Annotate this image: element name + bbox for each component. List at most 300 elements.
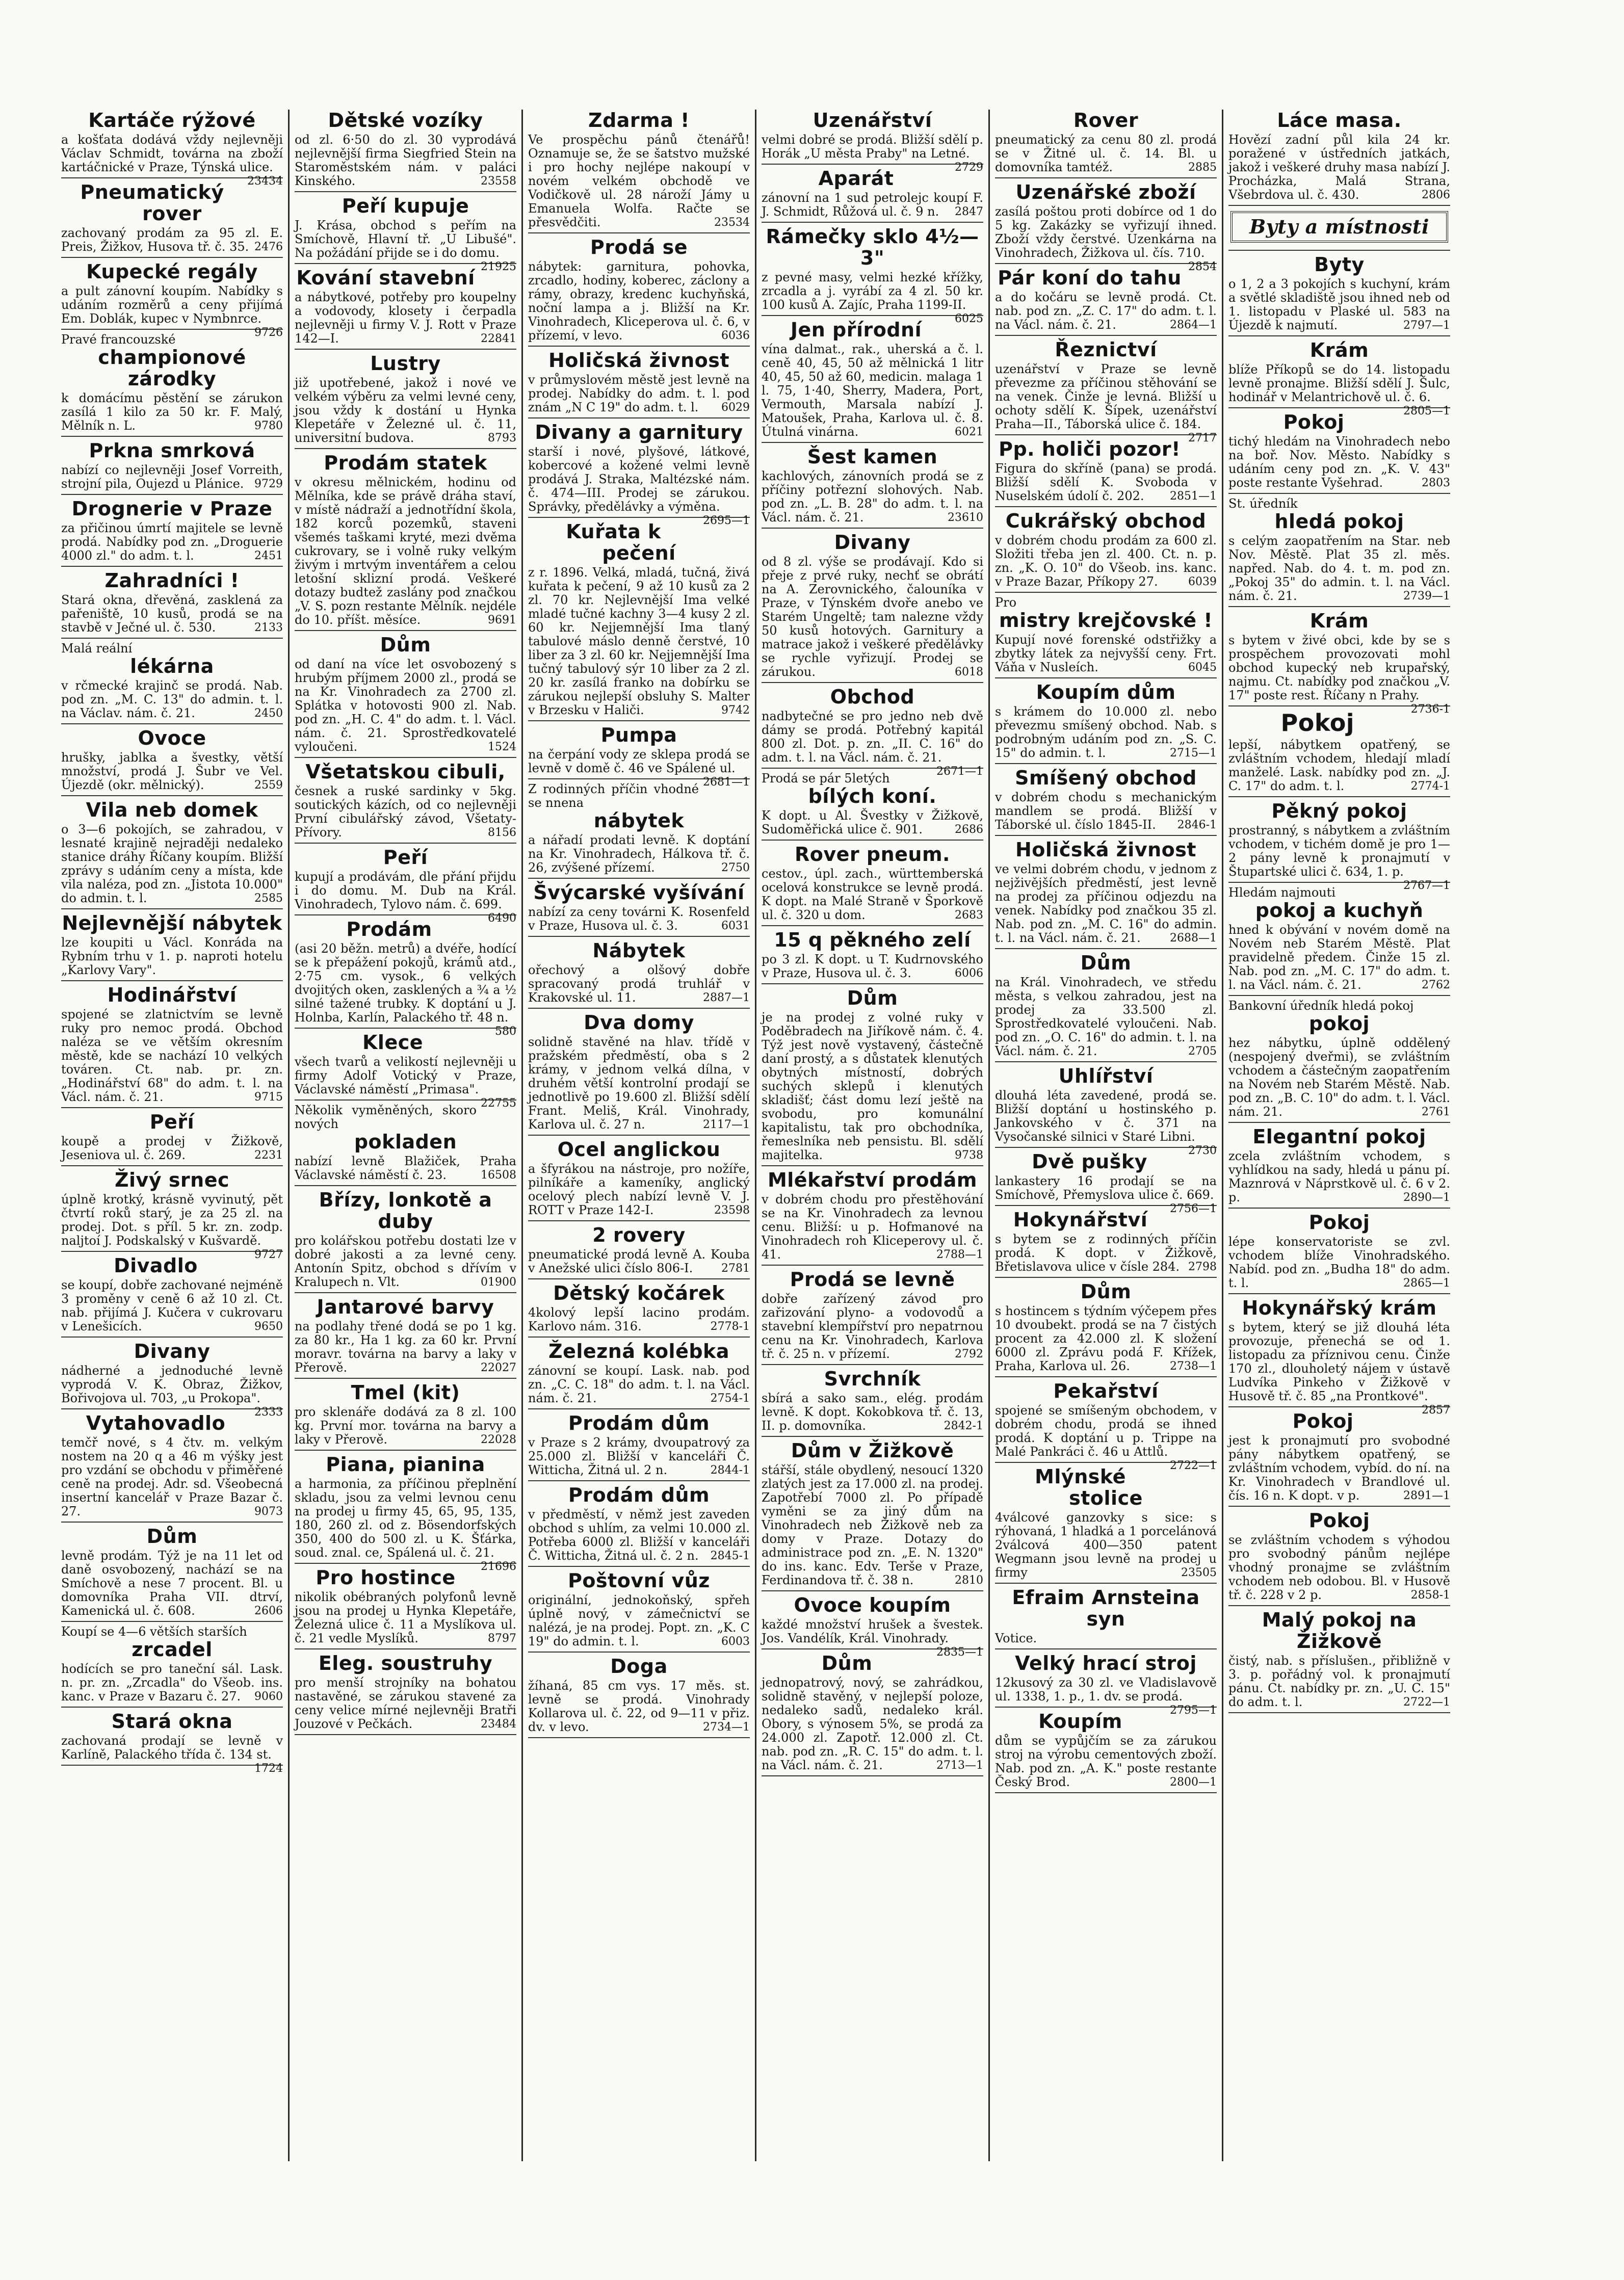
classified-ad: [295, 1296, 516, 1379]
ad-heading: Krám: [1309, 610, 1369, 632]
ad-text-content: dobře zařízený závod pro zařizování plyno- a vodovodů a stavební klempířství pro nepatrnou cenu na Kr. Vinohradech, Karlova tř. č. 25 n. v přízemí.: [762, 1292, 983, 1361]
ad-heading: Stará okna: [111, 1710, 233, 1733]
ad-heading: Velký hrací stroj: [1015, 1652, 1197, 1674]
ad-reference-number: 2756—1: [1170, 1202, 1217, 1215]
classified-ad: [762, 532, 983, 683]
classified-ad: [762, 446, 983, 529]
ad-heading: Dům: [821, 1652, 873, 1674]
ad-heading: Krám: [1309, 339, 1369, 361]
classified-ad: [61, 570, 283, 639]
ad-text-content: v okresu mělnickém, hodinu od Mělníka, kde se právě dráha staví, v místě nádraží a jednotřídní škola, 182 korců pozemků, staveni všemés taškami kryté, mezi dvěma cukrovary, se i volně ruky velkým živým i mrtvým inventářem a celou letošní sklizní prodá. Veškeré dotazy budtež zaslány pod značkou „V. S. pozn restante Mělník. nejdéle do 10. příšt. měsíce.: [295, 475, 516, 627]
classified-ad: [762, 225, 983, 325]
ad-reference-number: 2713—1: [936, 1759, 983, 1772]
classified-ad: [295, 1104, 516, 1186]
ad-reference-number: 2846-1: [1177, 819, 1217, 831]
ad-text-content: solidně stavěné na hlav. třídě v pražském předměstí, oba s 2 krámy, v jednom velká dílna, v druhém větší kontrolní prodají se jednotlivě po 19.600 zl. Bližší sdělí Frant. Meliš, Král. Vinohrady, Karlova ul. č. 27 n.: [528, 1035, 750, 1132]
ad-heading: Poštovní vůz: [568, 1569, 710, 1592]
classified-ad: [995, 1652, 1217, 1717]
ad-text: [762, 1292, 983, 1361]
ad-heading: Jantarové barvy: [317, 1296, 494, 1318]
ad-text: [1228, 1235, 1450, 1290]
ad-heading: Mlékařství prodám: [767, 1169, 978, 1191]
ad-reference-number: 2730: [1188, 1144, 1217, 1157]
ad-text-content: o 1, 2 a 3 pokojích s kuchyní, krám a světlé skladiště jsou ihned neb od 1. listopadu v Plaské ul. 583 na Újezdě k najmutí.: [1228, 277, 1450, 332]
ad-reference-number: 2774-1: [1410, 780, 1450, 793]
ad-text-content: s bytem se z rodinných příčin prodá. K dopt. v Žižkově, Břetislavova ulice v čísle 284.: [995, 1232, 1217, 1274]
classified-ad: [61, 110, 283, 188]
ad-heading: Jen přírodní: [790, 319, 922, 341]
ad-text-content: nabízí co nejlevněji Josef Vorreith, strojní pila, Oujezd u Plánice.: [61, 463, 283, 491]
classified-ad: [528, 1341, 750, 1409]
classified-ad: [1228, 1212, 1450, 1294]
ad-text-content: zcela zvláštním vchodem, s vyhlídkou na sady, hledá u pánu pí. Maznrová v Náprstkově ul. č. 6 v 2. p.: [1228, 1149, 1450, 1204]
ad-text-content: zánovní na 1 sud petrolejc koupí F. J. Schmidt, Růžová ul. č. 9 n.: [762, 191, 983, 219]
ad-heading: nábytek: [593, 809, 685, 832]
ad-text: [295, 1155, 516, 1182]
ad-text-content: spojené se zlatnictvím se levně ruky pro nemoc prodá. Obchod naléza se ve větším okresním městě, kde se nachází 10 velkých továren. Ct. nab. pr. zn. „Hodinářství 68" do adm. t. l. na Václ. nám. č. 21.: [61, 1007, 283, 1104]
ad-text-content: od daní na více let osvobozený s hrubým příjmem 2000 zl., prodá se na Kr. Vinohradech za 2700 zl. Splátka v hotovosti 900 zl. Nab. pod zn. „H. C. 4" do adm. t. l. Václ. nám. č. 21. Sprostředkovatelé vyloučeni.: [295, 657, 516, 754]
ad-text-content: v rčmecké krajinč se prodá. Nab. pod zn. „M. C. 13" do admin. t. l. na Václav. nám. č. 21.: [61, 678, 283, 720]
classified-ad: [61, 181, 283, 258]
ad-heading: Prodá se levně: [790, 1268, 955, 1291]
ad-reference-number: 2606: [254, 1605, 283, 1617]
classified-ad: [528, 882, 750, 937]
ad-heading: Ovoce koupím: [794, 1594, 951, 1616]
ad-reference-number: 2715—1: [1170, 747, 1217, 759]
ad-text-content: a harmonia, za příčinou přeplnění skladu, jsou za velmi levnou cenu na prodej u firmy 45, 65, 95, 135, 180, 260 zl. od z. Bösendorfských 350, 400 do 500 zl. u K. Šťárka, soud. znal. ce, Spálená ul. č. 21.: [295, 1477, 516, 1560]
column-6: [1223, 110, 1455, 2161]
ad-heading: mistry krejčovské !: [999, 609, 1213, 632]
ad-text-content: Stará okna, dřevěná, zasklená za pařeniště, 10 kusů, prodá se na stavbě v Ječné ul. č. 530.: [61, 593, 283, 635]
classified-ad: [528, 237, 750, 347]
ad-text: [1228, 1434, 1450, 1503]
ad-text: [295, 133, 516, 188]
classified-ad: [61, 260, 283, 339]
ad-text-content: ve velmi dobrém chodu, v jednom z nejživějších předměstí, jest levně na prodej za příčinou odjezdu na venek. Nabídky pod značkou 35 zl. Nab. pod zn. „M. C. 16" do admin. t. l. na Václ. nám. č. 21.: [995, 862, 1217, 945]
ad-text: [762, 270, 983, 325]
ad-text: [1228, 1654, 1450, 1709]
ad-heading: Uhlířství: [1058, 1065, 1154, 1087]
classified-ad: [61, 1169, 283, 1261]
ad-reference-number: 2671—1: [936, 765, 983, 778]
classified-ad: [995, 110, 1217, 178]
ad-reference-number: 6490: [488, 912, 516, 925]
ad-text: [995, 1088, 1217, 1157]
ad-text-content: hez nábytku, úplně oddělený (nespojený dveřmi), se zvláštním vchodem a částečným zaopatřením na Novém neb Starém Městě. Nab. pod zn. „B. C. 10" do adm. t. l. Václ. nám. 21.: [1228, 1036, 1450, 1119]
ad-text-content: cestov., úpl. zach., württemberská ocelová konstrukce se levně prodá. K dopt. na Malé Straně v Šporkově ul. č. 320 u dom.: [762, 867, 983, 922]
ad-heading: Hodinářství: [107, 984, 237, 1006]
ad-heading: Zdarma !: [588, 110, 690, 132]
classified-ad: [295, 195, 516, 273]
classified-ad: [762, 844, 983, 926]
ad-text-content: jednopatrový, nový, se zahrádkou, solidně stavěný, v nejlepší poloze, nedaleko sadů, nedaleko král. Obory, s výnosem 5%, se prodá za 24.000 zl. Zapotř. 12.000 zl. Ct. nab. pod zn. „R. C. 15" do adm. t. l. na Václ. nám. č. 21.: [762, 1675, 983, 1772]
ad-preheading: Koupí se 4—6 větších starších: [61, 1624, 247, 1639]
ad-text: [61, 936, 283, 977]
ad-text-content: již upotřebené, jakož i nové ve velkém výběru za velmi levné ceny, jsou vždy k dostání u Hynka Klepetáře v Železné ul. č. 11, universitní budova.: [295, 376, 516, 445]
ad-text: [528, 1508, 750, 1563]
ad-reference-number: 9650: [254, 1320, 283, 1333]
classified-ad: [995, 1587, 1217, 1649]
ad-heading: Drognerie v Praze: [71, 497, 273, 520]
ad-text: [995, 462, 1217, 503]
classified-ad: [528, 1570, 750, 1653]
ad-text: [61, 1662, 283, 1704]
ad-heading: Dům: [1080, 952, 1132, 974]
ad-text: [61, 521, 283, 563]
classified-ad: [995, 1281, 1217, 1377]
ad-heading: Pumpa: [600, 724, 677, 746]
ad-reference-number: 2887—1: [703, 991, 750, 1004]
ad-text-content: sbírá a sako sam., elég. prodám levně. K dopt. Kokobkova tř. č. 13, II. p. domovníka.: [762, 1391, 983, 1433]
ad-heading: Koupím dům: [1036, 681, 1176, 703]
ad-heading: Divany: [134, 1340, 211, 1362]
ad-text-content: každé množství hrušek a švestek. Jos. Vandélík, Král. Vinohrady.: [762, 1617, 983, 1645]
ad-reference-number: 9727: [254, 1248, 283, 1261]
ad-reference-number: 21696: [481, 1560, 516, 1573]
classified-ad: [762, 1594, 983, 1659]
ad-heading: Svrchník: [824, 1368, 921, 1390]
classified-ad: [61, 727, 283, 796]
ad-text: [762, 1617, 983, 1659]
ad-reference-number: 2133: [254, 621, 283, 634]
ad-text-content: se zvláštním vchodem s výhodou pro svobodný pánům nejlépe vhodný pronajme se zvláštním vchodem neb odobou. Bl. v Husově tř. č. 228 v 2 p.: [1228, 1533, 1450, 1602]
ad-reference-number: 23558: [481, 175, 516, 188]
ad-text: [295, 658, 516, 754]
classified-ad: [61, 799, 283, 909]
ad-text: [762, 469, 983, 525]
ad-reference-number: 9715: [254, 1091, 283, 1104]
ad-text: [1228, 534, 1450, 603]
classified-ad: [762, 929, 983, 984]
classified-ad: [295, 1453, 516, 1573]
ad-heading: pokoj: [1308, 1012, 1370, 1035]
ad-text: [995, 362, 1217, 444]
classified-ad: [995, 952, 1217, 1062]
classified-ad: [995, 1380, 1217, 1472]
ad-reference-number: 6003: [721, 1635, 750, 1648]
classified-ad: [61, 1111, 283, 1166]
ad-heading: lékárna: [130, 655, 214, 677]
ad-text-content: se koupí, dobře zachované nejméně 3 proměny v ceně 6 až 10 zl. Ct. nab. přijímá J. Kučera v cukrovaru v Lenešicích.: [61, 1278, 283, 1333]
ad-text: [762, 191, 983, 219]
ad-reference-number: 2858-1: [1410, 1589, 1450, 1602]
classified-ad: [61, 1255, 283, 1338]
ad-text-content: na podlahy třené dodá se po 1 kg. za 80 kr., Ha 1 kg. za 60 kr. První moravr. továrna na barvy a laky v Přerově.: [295, 1319, 516, 1375]
column-3: [523, 110, 756, 2161]
ad-heading: Dům: [847, 987, 898, 1009]
ad-text-content: levně prodám. Týž je na 11 let od daně osvobozený, nachází se na Smíchově a nese 7 procent. Bl. u domovníka Praha VII. dtrví, Kamenická ul. č. 608.: [61, 1549, 283, 1618]
ad-text: [1228, 823, 1450, 892]
ad-text: [995, 291, 1217, 332]
ad-reference-number: 2797—1: [1403, 319, 1450, 332]
ad-text-content: spojené se smíšeným obchodem, v dobrém chodu, prodá se ihned prodá. K doptání u p. Trippe na Malé Pankráci č. 46 u Attlů.: [995, 1403, 1217, 1459]
ad-text: [1228, 633, 1450, 716]
ad-text-content: nadbytečné se pro jedno neb dvě dámy se prodá. Potřebný kapitál 800 zl. Dot. p. zn. „II. C. 16" do adm. t. l. na Václ. nám. č. 21.: [762, 709, 983, 765]
ad-text-content: čistý, nab. s příslušen., přibližně v 3. p. pořádný vol. k pronajmutí pánu. Ct. nabídky pr. zn. „U. C. 15" do adm. t. l.: [1228, 1654, 1450, 1709]
ad-preheading: Z rodinných příčin vhodné se nnena: [528, 782, 699, 810]
ad-reference-number: 2835—1: [936, 1646, 983, 1659]
ad-reference-number: 2333: [254, 1406, 283, 1419]
ad-heading: Prodám: [346, 918, 432, 940]
ad-text: [295, 1320, 516, 1375]
ad-reference-number: 2717: [1188, 432, 1217, 444]
classified-ad: [995, 267, 1217, 336]
ad-heading: Prodá se: [590, 236, 688, 258]
ad-text: [1228, 133, 1450, 202]
ad-text: [295, 1055, 516, 1110]
ad-text: [61, 823, 283, 905]
ad-heading: Koupím: [1038, 1710, 1122, 1733]
ad-reference-number: 6006: [955, 967, 983, 980]
ad-reference-number: 9073: [254, 1505, 283, 1518]
ad-text-content: s hostincem s týdním výčepem přes 10 dvoubekt. prodá se na 7 čistých procent za 42.000 zl. K složení 6000 zl. Zprávu podá F. Křížek, Praha, Karlova ul. 26.: [995, 1304, 1217, 1373]
ad-heading: 2 rovery: [592, 1224, 686, 1246]
ad-reference-number: 2864—1: [1170, 319, 1217, 331]
classified-ad: [762, 1653, 983, 1776]
ad-reference-number: 2450: [254, 707, 283, 720]
ad-heading: hledá pokoj: [1274, 510, 1404, 533]
classified-ad: [61, 1625, 283, 1708]
ad-text: [295, 218, 516, 273]
ad-heading: Pokoj: [1280, 709, 1355, 737]
ad-text-content: s krámem do 10.000 zl. nebo převezmu smíšený obchod. Nab. s podrobným udáním pod zn. „S. C. 15" do admin. t. l.: [995, 704, 1217, 760]
classified-ad: [995, 767, 1217, 836]
ad-text-content: pro menší strojníky na bohatou nastavěné, se zárukou stavené za ceny velice mírné nejlevněji Bratři Jouzové v Pečkách.: [295, 1675, 516, 1731]
ad-text: [295, 1477, 516, 1573]
ad-reference-number: 1524: [488, 741, 516, 753]
ad-text-content: pneumatické prodá levně A. Kouba v Anežské ulici číslo 806-I.: [528, 1247, 750, 1275]
ad-reference-number: 2734—1: [703, 1721, 750, 1734]
ad-heading: Uzenářské zboží: [1015, 181, 1196, 203]
ad-text: [762, 1463, 983, 1587]
ad-heading: Dům: [146, 1525, 198, 1548]
classified-ad: [61, 1526, 283, 1622]
ad-text-content: 4kolový lepší lacino prodám. Karlovo nám. 316.: [528, 1305, 750, 1333]
ad-text-content: nabízí za ceny továrni K. Rosenfeld v Praze, Husova ul. č. 3.: [528, 905, 750, 933]
ad-heading: Dětský kočárek: [553, 1282, 725, 1304]
ad-heading: Peří kupuje: [342, 195, 469, 217]
ad-text: [61, 1364, 283, 1419]
ad-heading: Rámečky sklo 4½—3": [766, 225, 979, 269]
ad-reference-number: 2885: [1188, 161, 1217, 174]
section-heading: Byty a místnosti: [1230, 211, 1448, 243]
ad-text: [995, 204, 1217, 273]
classified-ad: [1228, 886, 1450, 996]
ad-reference-number: 580: [495, 1025, 516, 1038]
ad-text: [61, 1192, 283, 1261]
ad-text-content: Figura do skříně (pana) se prodá. Bližší sdělí K. Svoboda v Nuselském údolí č. 202.: [995, 461, 1217, 503]
classified-ad: [1228, 1410, 1450, 1507]
ad-reference-number: 2857: [1422, 1404, 1450, 1417]
classified-ad: [61, 1340, 283, 1419]
ad-heading: Byty: [1314, 253, 1365, 276]
ad-reference-number: 16508: [481, 1169, 516, 1182]
ad-heading: Pekařství: [1053, 1380, 1159, 1402]
ad-reference-number: 6036: [721, 329, 750, 342]
ad-text-content: lépe konservatoriste se zvl. vchodem blíže Vinohradského. Nabíd. pod zn. „Budha 18" do adm. t. l.: [1228, 1235, 1450, 1290]
ad-heading: Pokoj: [1283, 411, 1345, 433]
ad-heading: Aparát: [818, 167, 894, 190]
ad-heading: Železná kolébka: [548, 1340, 729, 1362]
ad-text: [762, 867, 983, 922]
classified-ad: [1228, 411, 1450, 494]
ad-text-content: česnek a ruské sardinky v 5kg. soutických kázích, od co nejlevněji První cibulářský závod, Všetaty-Přívory.: [295, 784, 516, 840]
ad-reference-number: 9691: [488, 614, 516, 626]
ad-heading: Hokynářství: [1013, 1209, 1148, 1231]
ad-text: [61, 391, 283, 433]
ad-heading: 15 q pěkného zelí: [774, 929, 971, 951]
ad-text-content: Votice.: [995, 1631, 1037, 1645]
ad-heading: Pěkný pokoj: [1271, 800, 1407, 822]
ad-reference-number: 2705: [1188, 1045, 1217, 1058]
classified-ad: [1228, 339, 1450, 417]
ad-text-content: (asi 20 běžn. metrů) a dvéře, hodící se k přepážení pokojů, krámů atd., 2·75 cm. vysok., 6 velkých dvojitých oken, zasklených a ¾ a ½ silné tažené trubky. K doptání u J. Holnba, Karlín, Palackého tř. 48 n.: [295, 941, 516, 1025]
classified-ad: [995, 438, 1217, 507]
ad-text: [528, 1162, 750, 1217]
ad-preheading: Prodá se pár 5letých: [762, 771, 890, 785]
ad-heading: Pp. holiči pozor!: [999, 438, 1181, 460]
ad-text: [61, 133, 283, 188]
ad-text: [762, 1676, 983, 1772]
ad-text: [295, 1234, 516, 1289]
ad-reference-number: 23534: [714, 216, 750, 229]
ad-preheading: Hledám najmouti: [1228, 885, 1336, 900]
ad-reference-number: 2845-1: [710, 1550, 750, 1562]
ad-text: [61, 679, 283, 720]
ad-text: [995, 705, 1217, 760]
ad-reference-number: 6029: [721, 401, 750, 414]
ad-reference-number: 6025: [955, 312, 983, 325]
ad-preheading: Několik vyměněných, skoro nových: [295, 1103, 477, 1131]
ad-reference-number: 2803: [1422, 477, 1450, 489]
ad-heading: Rover: [1073, 110, 1139, 132]
ad-text: [295, 1590, 516, 1645]
ad-preheading: Malá reální: [61, 641, 133, 656]
ad-reference-number: 21925: [481, 260, 516, 273]
ad-reference-number: 23610: [948, 511, 983, 524]
ad-preheading: Pro: [995, 595, 1017, 610]
ad-text-content: 12kusový za 30 zl. ve Vladislavově ul. 1338, 1. p., 1. dv. se prodá.: [995, 1675, 1217, 1704]
ad-heading: zrcadel: [132, 1638, 213, 1661]
ad-text: [528, 566, 750, 717]
ad-text-content: koupě a prodej v Žižkově, Jeseniova ul. č. 269.: [61, 1134, 283, 1162]
classified-ad: [295, 267, 516, 350]
classified-ad: [61, 1412, 283, 1523]
ad-reference-number: 9738: [955, 1149, 983, 1162]
ad-text: [762, 1392, 983, 1433]
classified-ad: [528, 1012, 750, 1136]
ad-reference-number: 9726: [254, 326, 283, 339]
classified-ad: [1228, 1510, 1450, 1606]
classified-ad: [762, 1440, 983, 1591]
ad-reference-number: 2695—1: [703, 514, 750, 527]
ad-heading: Rover pneum.: [795, 843, 950, 866]
ad-text: [995, 1233, 1217, 1274]
ad-text-content: v dobrém chodu prodám za 600 zl. Složiti třeba jen zl. 400. Ct. n. p. zn. „K. O. 10" do Všeob. ins. kanc. v Praze Bazar, Příkopy 27.: [995, 533, 1217, 589]
ad-text: [995, 1403, 1217, 1472]
classified-ad: [1228, 211, 1450, 251]
ad-reference-number: 2847: [955, 205, 983, 218]
ad-reference-number: 2781: [721, 1262, 750, 1275]
ad-text-content: zasílá poštou proti dobírce od 1 do 5 kg. Zakázky se vyřizují ihned. Zboží vždy čerstvé. Uzenkárna na Vinohradech, Žižkova ul. čís. 710.: [995, 204, 1217, 260]
ad-reference-number: 2729: [955, 161, 983, 174]
classified-ad: [995, 1209, 1217, 1278]
classified-ad: [528, 724, 750, 789]
ad-text: [295, 941, 516, 1038]
ad-text: [1228, 362, 1450, 417]
ad-text: [995, 133, 1217, 174]
ad-text-content: hodících se pro taneční sál. Lask. n. pr. zn. „Zrcadla" do Všeob. ins. kanc. v Praze v Bazaru č. 27.: [61, 1662, 283, 1704]
classified-ad: [295, 1567, 516, 1649]
ad-reference-number: 2683: [955, 909, 983, 922]
ad-text-content: nábytek: garnitura, pohovka, zrcadlo, hodiny, koberec, záclony a rámy, obrazy, kredenc kuchyňská, noční lampa a j. Bližší na Kr. Vinohradech, Kliceperova ul. č. 6, v přízemí, v levo.: [528, 259, 750, 343]
ad-reference-number: 2891—1: [1403, 1489, 1450, 1502]
classified-ad: [995, 510, 1217, 593]
ad-heading: Prodám statek: [324, 452, 487, 474]
ad-heading: Pár koní do tahu: [998, 267, 1182, 289]
ad-reference-number: 22755: [481, 1097, 516, 1110]
ad-reference-number: 2767—1: [1403, 879, 1450, 892]
ad-text-content: a nábytkové, potřeby pro koupelny a vodovody, klosety i čerpadla nejlevněji u firmy V. J. Rott v Praze 142—I.: [295, 290, 516, 346]
classified-ad: [528, 782, 750, 879]
ad-heading: Tmel (kit): [351, 1381, 460, 1404]
ad-text: [528, 963, 750, 1005]
ad-text: [762, 1011, 983, 1162]
ad-heading: Kupecké regály: [86, 260, 258, 283]
ad-preheading: St. úředník: [1228, 496, 1298, 511]
ad-text: [61, 751, 283, 792]
ad-text-content: v předměstí, v němž jest zaveden obchod s uhlím, za velmi 10.000 zl. Potřeba 6000 zl. Bližší v kanceláři Č. Wittichа, Žitná ul. č. 2 n.: [528, 1507, 750, 1563]
ad-text: [995, 534, 1217, 589]
ad-heading: Dům: [380, 634, 431, 656]
ad-text: [61, 1278, 283, 1333]
ad-heading: Zahradníci !: [104, 569, 240, 592]
ad-text-content: ořechový a olšový dobře spracovaný prodá truhlář v Krakovské ul. 11.: [528, 963, 750, 1005]
ad-text: [1228, 1149, 1450, 1204]
classified-ad: [528, 1656, 750, 1738]
ad-text: [61, 1734, 283, 1775]
ad-reference-number: 2800—1: [1170, 1776, 1217, 1789]
ad-reference-number: 2865—1: [1403, 1277, 1450, 1290]
ad-text: [61, 1436, 283, 1518]
ad-heading: Pro hostince: [316, 1566, 456, 1589]
ad-reference-number: 9729: [254, 478, 283, 490]
classified-ad: [762, 1169, 983, 1266]
ad-reference-number: 23598: [714, 1204, 750, 1217]
classified-ad: [295, 634, 516, 758]
ad-text-content: a do kočáru se levně prodá. Ct. nab. pod zn. „Z. C. 17" do adm. t. l. na Václ. nám. č. 21.: [995, 290, 1217, 332]
ad-text-content: a šfyrákou na nástroje, pro nožíře, pilníkáře a kameníky, anglický ocelový plech nabízí levně V. J. ROTT v Praze 142-I.: [528, 1162, 750, 1217]
ad-text: [295, 376, 516, 445]
ad-text-content: za přičinou úmrtí majitele se levně prodá. Nabídky pod zn. „Droguerie 4000 zl." do adm. t. l.: [61, 521, 283, 563]
classified-ad: [528, 110, 750, 233]
ad-text-content: nikolik obébraných polyfonů levně jsou na prodej u Hynka Klepetáře, Železná ulice č. 11 a Myslíkova ul. č. 21 vedle Myslíků.: [295, 1590, 516, 1645]
ad-text: [528, 1679, 750, 1734]
ad-reference-number: 2854: [1188, 260, 1217, 273]
ad-text: [995, 976, 1217, 1058]
ad-heading: Smíšený obchod: [1015, 767, 1197, 789]
ad-text: [762, 133, 983, 174]
ad-text-content: J. Krása, obchod s peřím na Smíchově, Hlavní tř. „U Libušé". Na požádání přijde se i do domu.: [295, 218, 516, 260]
ad-text-content: úplně krotký, krásně vyvinutý, pět čtvrtí roků starý, je za 25 zl. na prodej. Dot. s příl. 5 kr. zn. zodp. naljtoí J. Podskalský v Kušvardě.: [61, 1192, 283, 1248]
ad-reference-number: 2722—1: [1170, 1459, 1217, 1472]
classified-ad: [528, 940, 750, 1009]
ad-text: [61, 284, 283, 339]
ad-text-content: pneumatický za cenu 80 zl. prodá se v Žitné ul. č. 14. Bl. u domovníka tamtéž.: [995, 133, 1217, 174]
classified-ad: [295, 846, 516, 925]
ad-text-content: na Král. Vinohradech, ve středu města, s velkou zahradou, jest na prodej za 33.500 zl. Sprostředkovatelé vyloučeni. Nab. pod zn. „O. C. 16" do admin. t. l. na Václ. nám. č. 21.: [995, 975, 1217, 1058]
ad-text-content: s bytem v živé obci, kde by se s prospěchem provozovati mohl obchod kupecký neb krupařský, najmu. Ct. nabídky pod značkou „V. 17" poste rest. Říčany n Prahy.: [1228, 633, 1450, 702]
